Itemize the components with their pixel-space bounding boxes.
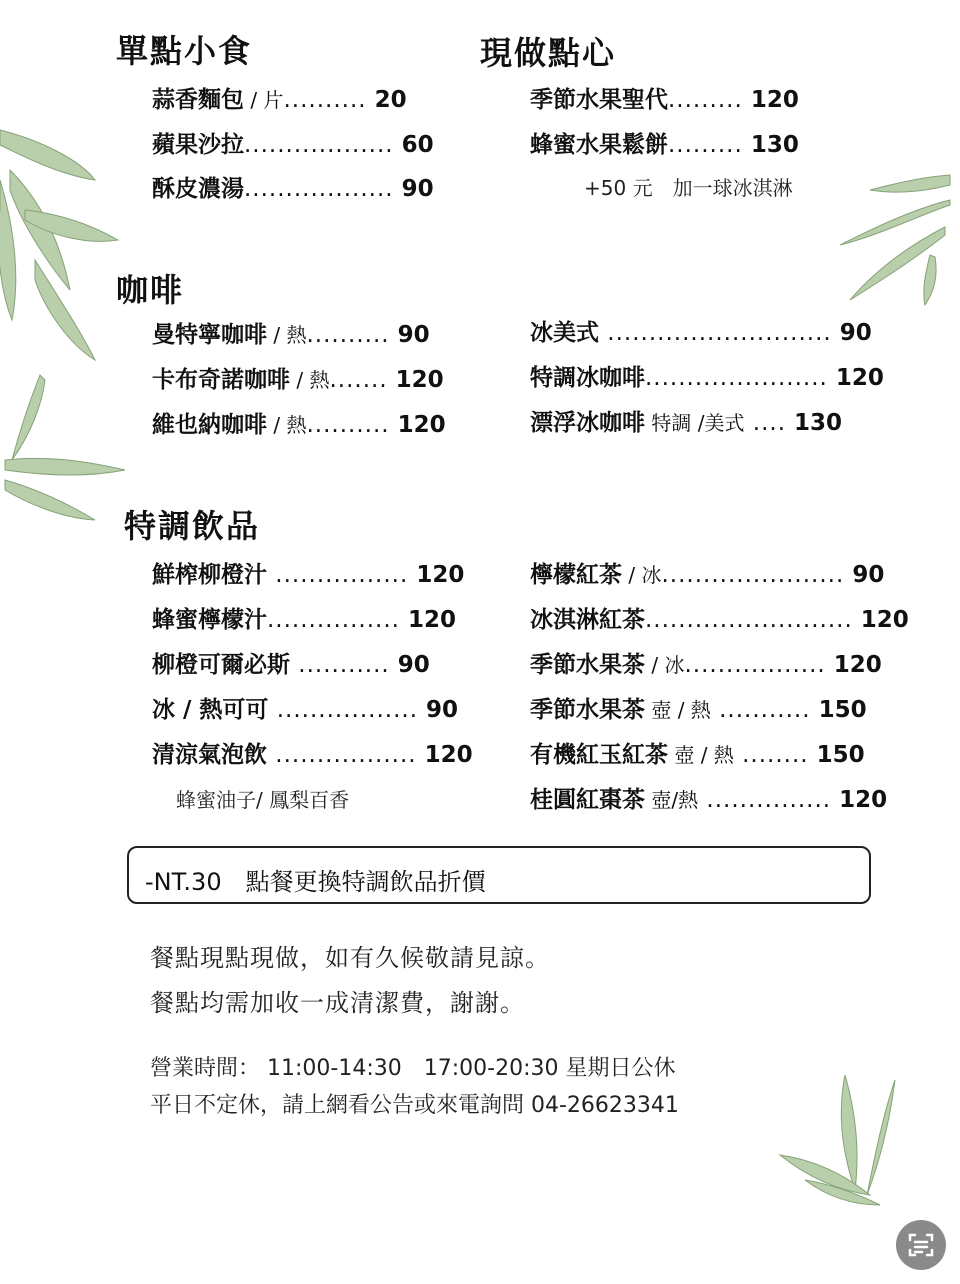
leaf-icon-left-top xyxy=(0,120,130,370)
menu-item: 特調冰咖啡...................... 120 xyxy=(530,365,884,391)
holiday-contact: 平日不定休，請上網看公告或來電詢問 04-26623341 xyxy=(150,1093,679,1118)
menu-item: 季節水果茶 壺 / 熱 ........... 150 xyxy=(530,697,867,723)
menu-item: 鮮榨柳橙汁 ................ 120 xyxy=(152,562,465,588)
menu-item: 有機紅玉紅茶 壺 / 熱 ........ 150 xyxy=(530,742,865,768)
menu-item: 季節水果聖代......... 120 xyxy=(530,87,799,113)
section-title-desserts: 現做點心 xyxy=(480,34,617,72)
sparkling-flavor-note: 蜂蜜油子/ 鳳梨百香 xyxy=(176,788,350,812)
leaf-icon-left-mid xyxy=(0,370,130,530)
menu-item: 季節水果茶 / 冰................. 120 xyxy=(530,652,882,678)
menu-item: 酥皮濃湯.................. 90 xyxy=(152,176,434,202)
menu-item: 蜂蜜水果鬆餅......... 130 xyxy=(530,132,799,158)
service-charge-note: 餐點均需加收一成清潔費，謝謝。 xyxy=(150,989,525,1017)
business-hours: 營業時間： 11:00-14:30 17:00-20:30 星期日公休 xyxy=(150,1056,676,1081)
made-to-order-note: 餐點現點現做，如有久候敬請見諒。 xyxy=(150,944,550,972)
menu-item: 冰淇淋紅茶......................... 120 xyxy=(530,607,909,633)
section-title-snacks: 單點小食 xyxy=(116,32,253,70)
menu-item: 漂浮冰咖啡 特調 /美式 .... 130 xyxy=(530,410,843,436)
section-title-drinks: 特調飲品 xyxy=(124,507,261,545)
discount-notice-text: -NT.30 點餐更換特調飲品折價 xyxy=(145,868,486,896)
dessert-addon-note: +50 元 加一球冰淇淋 xyxy=(584,176,793,200)
menu-item: 蘋果沙拉.................. 60 xyxy=(152,132,434,158)
menu-item: 蒜香麵包 / 片.......... 20 xyxy=(152,87,407,113)
scan-text-button[interactable] xyxy=(896,1220,946,1270)
menu-item: 柳橙可爾必斯 ........... 90 xyxy=(152,652,430,678)
menu-item: 檸檬紅茶 / 冰...................... 90 xyxy=(530,562,885,588)
menu-item: 卡布奇諾咖啡 / 熱....... 120 xyxy=(152,367,444,393)
section-title-coffee: 咖啡 xyxy=(116,271,185,309)
leaf-icon-right-bottom xyxy=(775,1070,915,1210)
discount-notice-box xyxy=(127,846,871,904)
menu-item: 冰 / 熱可可 ................. 90 xyxy=(152,697,459,723)
menu-item: 維也納咖啡 / 熱.......... 120 xyxy=(152,412,446,438)
menu-item: 蜂蜜檸檬汁................ 120 xyxy=(152,607,457,633)
leaf-icon-right-top xyxy=(830,165,960,315)
menu-item: 桂圓紅棗茶 壺/熱 ............... 120 xyxy=(530,787,888,813)
menu-item: 冰美式 ........................... 90 xyxy=(530,320,872,346)
menu-item: 清涼氣泡飲 ................. 120 xyxy=(152,742,473,768)
scan-text-icon xyxy=(896,1220,946,1270)
menu-item: 曼特寧咖啡 / 熱.......... 90 xyxy=(152,322,430,348)
